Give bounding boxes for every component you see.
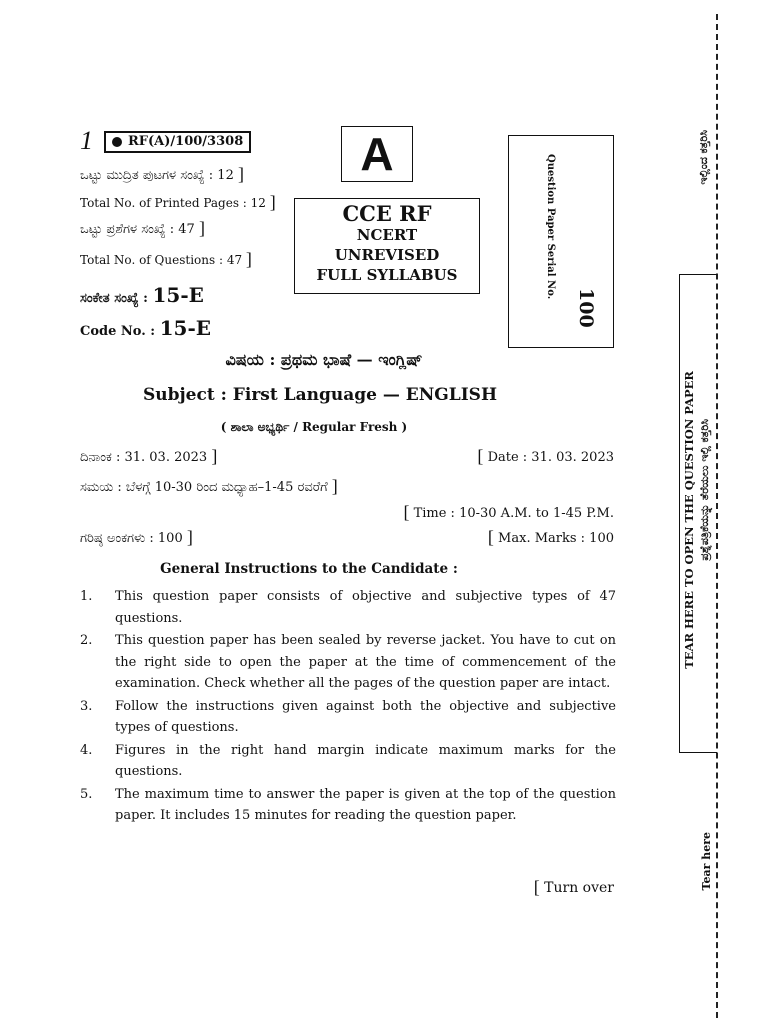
item-number: 3. bbox=[80, 698, 93, 714]
date-kn-row: ದಿನಾಂಕ : 31. 03. 2023 ] bbox=[80, 446, 218, 466]
list-item bbox=[80, 696, 616, 739]
date-en-row: [ Date : 31. 03. 2023 bbox=[477, 446, 614, 466]
questions-kn-row: ಒಟ್ಟು ಪ್ರಶೆಗಳ ಸಂಖ್ಯೆ : 47 ] bbox=[80, 218, 205, 238]
item-text: This question paper consists of objective and subjective types of 47 questions. bbox=[115, 589, 616, 626]
subject-en: Subject : First Language — ENGLISH bbox=[142, 385, 498, 405]
item-number: 1. bbox=[80, 589, 93, 604]
tear-instruction-kn: ಪ್ರಶ್ನೆಪತ್ರಿಕೆಯನ್ನು ತೆರೆಯಲು ಇಲ್ಲಿ ಕತ್ತರಿಸಿ bbox=[698, 419, 711, 561]
questions-kn: ಒಟ್ಟು ಪ್ರಶೆಗಳ ಸಂಖ್ಯೆ : 47 bbox=[80, 222, 195, 237]
serial-number-box bbox=[508, 135, 614, 348]
item-number: 2. bbox=[80, 633, 93, 648]
code-en-value: 15-E bbox=[159, 316, 212, 340]
exam-line-1: NCERT bbox=[356, 226, 418, 244]
date-en: Date : 31. 03. 2023 bbox=[487, 450, 614, 465]
paper-code: RF(A)/100/3308 bbox=[128, 134, 244, 149]
printed-pages-en: Total No. of Printed Pages : 12 bbox=[80, 196, 266, 210]
tear-instruction-box bbox=[679, 274, 717, 753]
list-item bbox=[80, 630, 616, 695]
item-number: 4. bbox=[80, 742, 93, 758]
item-text: The maximum time to answer the paper is given at the top of the question paper. It includes 15 minutes for reading the question paper. bbox=[115, 786, 616, 823]
questions-en: Total No. of Questions : 47 bbox=[80, 253, 243, 267]
turn-over: [ Turn over bbox=[533, 877, 614, 897]
code-kn-row bbox=[80, 283, 204, 307]
list-item bbox=[80, 586, 616, 629]
candidate-type: ( ಶಾಲಾ ಅಭ್ಯರ್ಥಿ / Regular Fresh ) bbox=[220, 420, 408, 434]
exam-line-2: UNREVISED bbox=[334, 246, 440, 264]
time-en: Time : 10-30 A.M. to 1-45 P.M. bbox=[413, 506, 614, 521]
exam-type-box bbox=[294, 198, 480, 294]
exam-line-3: FULL SYLLABUS bbox=[316, 266, 458, 284]
code-en-row bbox=[80, 316, 211, 340]
page-number: 1 bbox=[80, 126, 93, 155]
item-text: Figures in the right hand margin indicate maximum marks for the questions. bbox=[115, 742, 616, 779]
serial-label: Question Paper Serial No. bbox=[545, 154, 556, 300]
marks-en-row: [ Max. Marks : 100 bbox=[487, 527, 614, 547]
version-letter-box: A bbox=[341, 126, 413, 182]
item-text: Follow the instructions given against both the objective and subjective types of questions. bbox=[115, 698, 616, 735]
marks-en: Max. Marks : 100 bbox=[498, 531, 614, 546]
turn-over-text: Turn over bbox=[544, 880, 614, 896]
printed-pages-kn-row: ಒಟ್ಟು ಮುದ್ರಿತ ಪುಟಗಳ ಸಂಖ್ಯೆ : 12 ] bbox=[80, 164, 244, 184]
printed-pages-en-row: Total No. of Printed Pages : 12 ] bbox=[80, 192, 276, 212]
date-kn: ದಿನಾಂಕ : 31. 03. 2023 bbox=[80, 450, 208, 465]
time-en-row: [ Time : 10-30 A.M. to 1-45 P.M. bbox=[403, 502, 614, 522]
code-kn-label: ಸಂಕೇತ ಸಂಖ್ಯೆ : bbox=[80, 291, 148, 306]
paper-code-box bbox=[104, 131, 251, 153]
list-item bbox=[80, 784, 616, 827]
tear-here-label: Tear here bbox=[700, 832, 713, 891]
subject-kn: ವಿಷಯ : ಪ್ರಥಮ ಭಾಷೆ — ಇಂಗ್ಲಿಷ್ bbox=[225, 350, 423, 369]
bullet-icon bbox=[112, 137, 122, 147]
tear-instruction-en: TEAR HERE TO OPEN THE QUESTION PAPER bbox=[682, 371, 696, 669]
list-item bbox=[80, 740, 616, 783]
instructions-list bbox=[80, 586, 616, 828]
exam-title: CCE RF bbox=[342, 201, 432, 226]
time-kn-row: ಸಮಯ : ಬೆಳಗ್ಗೆ 10-30 ರಿಂದ ಮಧ್ಯಾಹ–1-45 ರವರೆಗೆ ] bbox=[80, 476, 338, 496]
marks-kn: ಗರಿಷ್ಠ ಅಂಕಗಳು : 100 bbox=[80, 531, 183, 546]
code-en-label: Code No. : bbox=[80, 324, 156, 339]
time-kn: ಸಮಯ : ಬೆಳಗ್ಗೆ 10-30 ರಿಂದ ಮಧ್ಯಾಹ–1-45 ರವರೆಗೆ bbox=[80, 480, 328, 495]
item-number: 5. bbox=[80, 786, 93, 802]
cut-here-kn: ಇಲ್ಲಿಂದ ಕತ್ತರಿಸಿ bbox=[697, 130, 710, 185]
item-text: This question paper has been sealed by reverse jacket. You have to cut on the right side to open the paper at the time of commencement of the examination. Check whether all the pages of the question paper are intact. bbox=[115, 633, 616, 691]
questions-en-row: Total No. of Questions : 47 ] bbox=[80, 249, 252, 269]
marks-kn-row: ಗರಿಷ್ಠ ಅಂಕಗಳು : 100 ] bbox=[80, 527, 193, 547]
serial-number: 100 bbox=[575, 288, 597, 328]
instructions-title: General Instructions to the Candidate : bbox=[160, 561, 458, 577]
code-kn-value: 15-E bbox=[152, 283, 204, 307]
printed-pages-kn: ಒಟ್ಟು ಮುದ್ರಿತ ಪುಟಗಳ ಸಂಖ್ಯೆ : 12 bbox=[80, 168, 234, 183]
